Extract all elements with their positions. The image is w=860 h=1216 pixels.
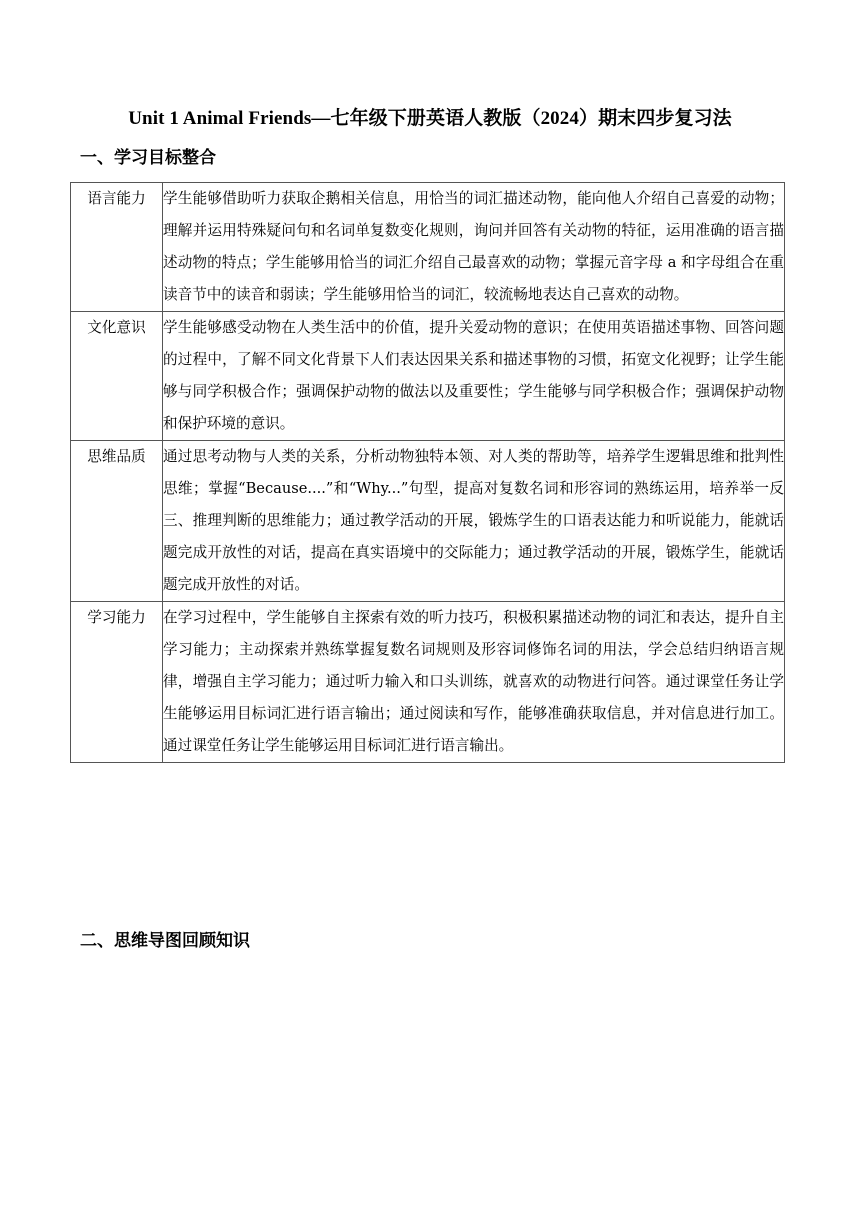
table-row [71, 183, 785, 312]
learning-goals-table [70, 182, 785, 763]
row-text-cultural-awareness: 学生能够感受动物在人类生活中的价值，提升关爱动物的意识；在使用英语描述事物、回答问题的过程中，了解不同文化背景下人们表达因果关系和描述事物的习惯，拓宽文化视野；让学生能够与同学积极合作；强调保护动物的做法以及重要性；学生能够与同学积极合作；强调保护动物和保护环境的意识。 [163, 312, 785, 441]
document-title: Unit 1 Animal Friends—七年级下册英语人教版（2024）期末四步复习法 [128, 108, 732, 129]
row-text-thinking-quality: 通过思考动物与人类的关系，分析动物独特本领、对人类的帮助等，培养学生逻辑思维和批判性思维；掌握“Because....”和“Why...”句型，提高对复数名词和形容词的熟练运用，培养举一反三、推理判断的思维能力；通过教学活动的开展，锻炼学生的口语表达能力和听说能力，能就话题完成开放性的对话，提高在真实语境中的交际能力；通过教学活动的开展，锻炼学生，能就话题完成开放性的对话。 [163, 441, 785, 602]
row-text-learning-ability: 在学习过程中，学生能够自主探索有效的听力技巧，积极积累描述动物的词汇和表达，提升自主学习能力；主动探索并熟练掌握复数名词规则及形容词修饰名词的用法，学会总结归纳语言规律，增强自主学习能力；通过听力输入和口头训练，就喜欢的动物进行问答。通过课堂任务让学生能够运用目标词汇进行语言输出；通过阅读和写作，能够准确获取信息，并对信息进行加工。通过课堂任务让学生能够运用目标词汇进行语言输出。 [163, 602, 785, 763]
row-label-learning-ability: 学习能力 [71, 602, 163, 763]
table-row [71, 441, 785, 602]
table-row [71, 312, 785, 441]
row-text-language-ability: 学生能够借助听力获取企鹅相关信息，用恰当的词汇描述动物，能向他人介绍自己喜爱的动物；理解并运用特殊疑问句和名词单复数变化规则，询问并回答有关动物的特征，运用准确的语言描述动物的特点；学生能够用恰当的词汇介绍自己最喜欢的动物；掌握元音字母 a 和字母组合在重读音节中的读音和弱读；学生能够用恰当的词汇，较流畅地表达自己喜欢的动物。 [163, 183, 785, 312]
table-row [71, 602, 785, 763]
row-label-thinking-quality: 思维品质 [71, 441, 163, 602]
section-heading-mind-map: 二、思维导图回顾知识 [80, 931, 250, 951]
section-heading-learning-goals: 一、学习目标整合 [80, 148, 216, 168]
row-label-cultural-awareness: 文化意识 [71, 312, 163, 441]
row-label-language-ability: 语言能力 [71, 183, 163, 312]
